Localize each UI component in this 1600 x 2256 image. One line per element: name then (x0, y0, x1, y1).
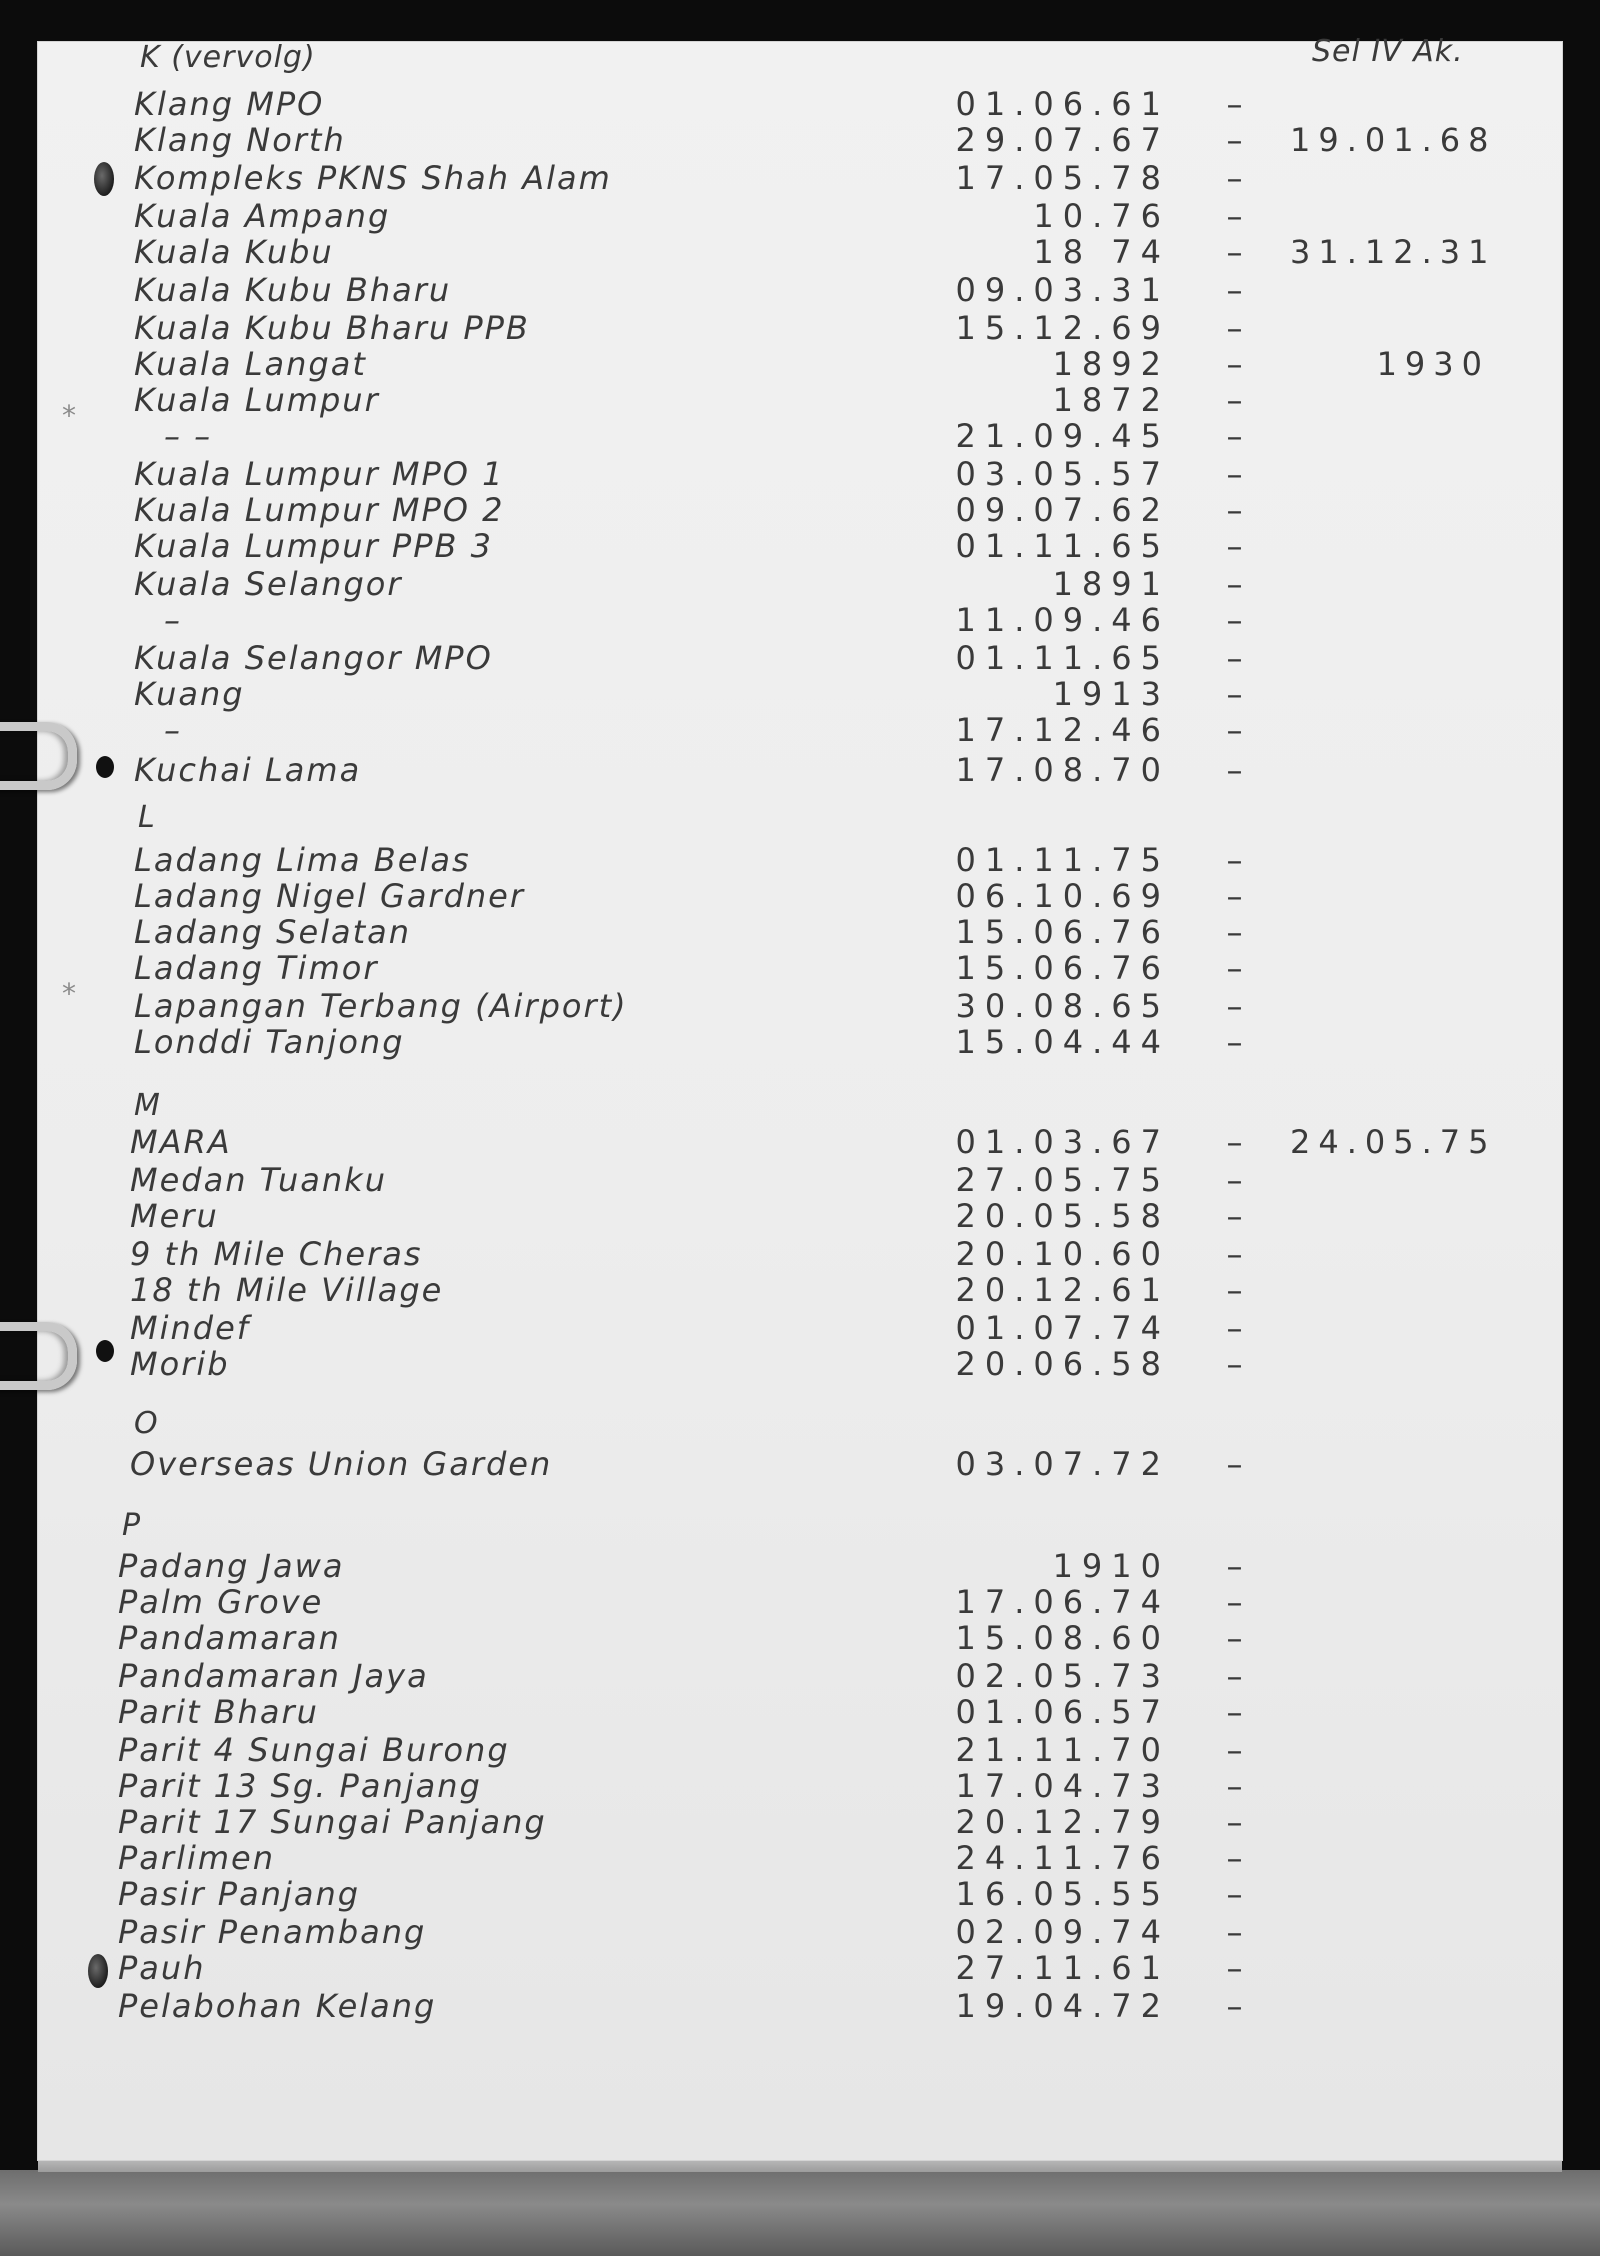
opening-date: 29.07.67 (955, 121, 1170, 159)
opening-date: 01.03.67 (955, 1123, 1170, 1161)
office-name: Kuala Kubu Bharu PPB (134, 309, 530, 347)
date-separator: – (1226, 233, 1244, 271)
office-name: Klang North (134, 121, 346, 159)
date-separator: – (1226, 309, 1244, 347)
section-letter: M (134, 1088, 161, 1123)
date-separator: – (1226, 1619, 1244, 1657)
opening-date: 03.07.72 (955, 1445, 1170, 1483)
opening-date: 01.11.65 (955, 527, 1170, 565)
closing-date: 24.05.75 (1290, 1123, 1497, 1161)
office-name: Kuala Selangor MPO (134, 639, 493, 677)
opening-date: 01.11.65 (955, 639, 1170, 677)
office-name: Meru (130, 1197, 219, 1235)
punch-hole-top (94, 162, 114, 196)
date-separator: – (1226, 675, 1244, 713)
office-name: Kuala Langat (134, 345, 367, 383)
opening-date: 09.07.62 (955, 491, 1170, 529)
office-name: Medan Tuanku (130, 1161, 387, 1199)
office-name: Pandamaran Jaya (118, 1657, 429, 1695)
office-name: Parit 17 Sungai Panjang (118, 1803, 547, 1841)
date-separator: – (1226, 1345, 1244, 1383)
opening-date: 19.04.72 (955, 1987, 1170, 2025)
opening-date: 02.09.74 (955, 1913, 1170, 1951)
opening-date: 17.06.74 (955, 1583, 1170, 1621)
opening-date: 15.06.76 (955, 949, 1170, 987)
office-name: Pasir Penambang (118, 1913, 427, 1951)
date-separator: – (1226, 159, 1244, 197)
margin-asterisk: * (62, 399, 77, 432)
office-name: Ladang Nigel Gardner (134, 877, 526, 915)
opening-date: 06.10.69 (955, 877, 1170, 915)
office-name: Klang MPO (134, 85, 325, 123)
section-letter: O (134, 1406, 159, 1441)
date-separator: – (1226, 381, 1244, 419)
date-separator: – (1226, 639, 1244, 677)
date-separator: – (1226, 601, 1244, 639)
date-separator: – (1226, 1583, 1244, 1621)
date-separator: – (1226, 85, 1244, 123)
opening-date: 1910 (1052, 1547, 1170, 1585)
office-name: Parit 13 Sg. Panjang (118, 1767, 482, 1805)
office-name: Kuang (134, 675, 245, 713)
opening-date: 15.12.69 (955, 309, 1170, 347)
date-separator: – (1226, 1123, 1244, 1161)
date-separator: – (1226, 751, 1244, 789)
date-separator: – (1226, 841, 1244, 879)
opening-date: 20.10.60 (955, 1235, 1170, 1273)
opening-date: 27.11.61 (955, 1949, 1170, 1987)
opening-date: 01.06.61 (955, 85, 1170, 123)
date-separator: – (1226, 491, 1244, 529)
date-separator: – (1226, 1547, 1244, 1585)
office-name: 18 th Mile Village (130, 1271, 444, 1309)
office-name: Pauh (118, 1949, 206, 1987)
opening-date: 1872 (1052, 381, 1170, 419)
date-separator: – (1226, 1023, 1244, 1061)
date-separator: – (1226, 949, 1244, 987)
office-name: Mindef (130, 1309, 251, 1347)
date-separator: – (1226, 1913, 1244, 1951)
opening-date: 20.06.58 (955, 1345, 1170, 1383)
date-separator: – (1226, 1657, 1244, 1695)
office-name: Kuala Lumpur MPO 2 (134, 491, 505, 529)
date-separator: – (1226, 1949, 1244, 1987)
opening-date: 01.07.74 (955, 1309, 1170, 1347)
punch-hole-bottom (88, 1954, 108, 1988)
opening-date: 15.06.76 (955, 913, 1170, 951)
date-separator: – (1226, 877, 1244, 915)
opening-date: 03.05.57 (955, 455, 1170, 493)
page-header-album-ref: Sel IV Ak. (1312, 34, 1464, 69)
office-name: Kuala Lumpur (134, 381, 380, 419)
binder-ring-upper (0, 722, 77, 790)
section-letter: L (138, 800, 156, 835)
office-name: Palm Grove (118, 1583, 324, 1621)
date-separator: – (1226, 197, 1244, 235)
page-header-continued: K (vervolg) (140, 40, 316, 75)
binder-ring-upper-tip (96, 756, 114, 778)
opening-date: 1913 (1052, 675, 1170, 713)
date-separator: – (1226, 1161, 1244, 1199)
binder-backing (0, 2170, 1600, 2256)
office-name: Padang Jawa (118, 1547, 345, 1585)
date-separator: – (1226, 1987, 1244, 2025)
opening-date: 11.09.46 (955, 601, 1170, 639)
closing-date: 31.12.31 (1290, 233, 1497, 271)
opening-date: 17.04.73 (955, 1767, 1170, 1805)
opening-date: 16.05.55 (955, 1875, 1170, 1913)
opening-date: 02.05.73 (955, 1657, 1170, 1695)
opening-date: 30.08.65 (955, 987, 1170, 1025)
closing-date: 19.01.68 (1290, 121, 1497, 159)
date-separator: – (1226, 913, 1244, 951)
office-name: Parlimen (118, 1839, 275, 1877)
date-separator: – (1226, 1875, 1244, 1913)
office-name: Morib (130, 1345, 230, 1383)
date-separator: – (1226, 1445, 1244, 1483)
opening-date: 17.05.78 (955, 159, 1170, 197)
opening-date: 18 74 (1033, 233, 1170, 271)
office-name: Ladang Lima Belas (134, 841, 471, 879)
opening-date: 21.09.45 (955, 417, 1170, 455)
closing-date: 1930 (1376, 345, 1490, 383)
opening-date: 20.12.61 (955, 1271, 1170, 1309)
margin-asterisk: * (62, 977, 77, 1010)
date-separator: – (1226, 565, 1244, 603)
office-name: 9 th Mile Cheras (130, 1235, 423, 1273)
opening-date: 1891 (1052, 565, 1170, 603)
date-separator: – (1226, 1197, 1244, 1235)
office-name: – (164, 601, 182, 639)
opening-date: 27.05.75 (955, 1161, 1170, 1199)
date-separator: – (1226, 1731, 1244, 1769)
opening-date: 01.11.75 (955, 841, 1170, 879)
office-name: Kuala Kubu Bharu (134, 271, 452, 309)
office-name: – (164, 711, 182, 749)
opening-date: 20.05.58 (955, 1197, 1170, 1235)
date-separator: – (1226, 455, 1244, 493)
office-name: Ladang Selatan (134, 913, 412, 951)
date-separator: – (1226, 711, 1244, 749)
date-separator: – (1226, 417, 1244, 455)
date-separator: – (1226, 1309, 1244, 1347)
opening-date: 10.76 (1033, 197, 1170, 235)
opening-date: 20.12.79 (955, 1803, 1170, 1841)
office-name: Kuala Ampang (134, 197, 391, 235)
office-name: Ladang Timor (134, 949, 379, 987)
binder-ring-lower-tip (96, 1340, 114, 1362)
date-separator: – (1226, 1693, 1244, 1731)
date-separator: – (1226, 987, 1244, 1025)
office-name: Pandamaran (118, 1619, 341, 1657)
date-separator: – (1226, 345, 1244, 383)
office-name: Londdi Tanjong (134, 1023, 405, 1061)
section-letter: P (122, 1508, 142, 1543)
binder-ring-lower (0, 1322, 77, 1390)
office-name: Kuala Selangor (134, 565, 403, 603)
office-name: Kuala Kubu (134, 233, 334, 271)
office-name: Lapangan Terbang (Airport) (134, 987, 628, 1025)
opening-date: 17.08.70 (955, 751, 1170, 789)
date-separator: – (1226, 271, 1244, 309)
office-name: Pasir Panjang (118, 1875, 361, 1913)
date-separator: – (1226, 121, 1244, 159)
opening-date: 17.12.46 (955, 711, 1170, 749)
opening-date: 1892 (1052, 345, 1170, 383)
office-name: Parit Bharu (118, 1693, 319, 1731)
date-separator: – (1226, 1803, 1244, 1841)
date-separator: – (1226, 1767, 1244, 1805)
date-separator: – (1226, 1235, 1244, 1273)
office-name: Pelabohan Kelang (118, 1987, 437, 2025)
date-separator: – (1226, 527, 1244, 565)
opening-date: 15.04.44 (955, 1023, 1170, 1061)
office-name: Kuala Lumpur MPO 1 (134, 455, 505, 493)
office-name: Kompleks PKNS Shah Alam (134, 159, 612, 197)
opening-date: 24.11.76 (955, 1839, 1170, 1877)
date-separator: – (1226, 1271, 1244, 1309)
opening-date: 21.11.70 (955, 1731, 1170, 1769)
office-name: Parit 4 Sungai Burong (118, 1731, 510, 1769)
opening-date: 01.06.57 (955, 1693, 1170, 1731)
office-name: Kuala Lumpur PPB 3 (134, 527, 493, 565)
office-name: – – (164, 417, 213, 455)
date-separator: – (1226, 1839, 1244, 1877)
office-name: Overseas Union Garden (130, 1445, 553, 1483)
office-name: Kuchai Lama (134, 751, 362, 789)
opening-date: 09.03.31 (955, 271, 1170, 309)
office-name: MARA (130, 1123, 232, 1161)
opening-date: 15.08.60 (955, 1619, 1170, 1657)
